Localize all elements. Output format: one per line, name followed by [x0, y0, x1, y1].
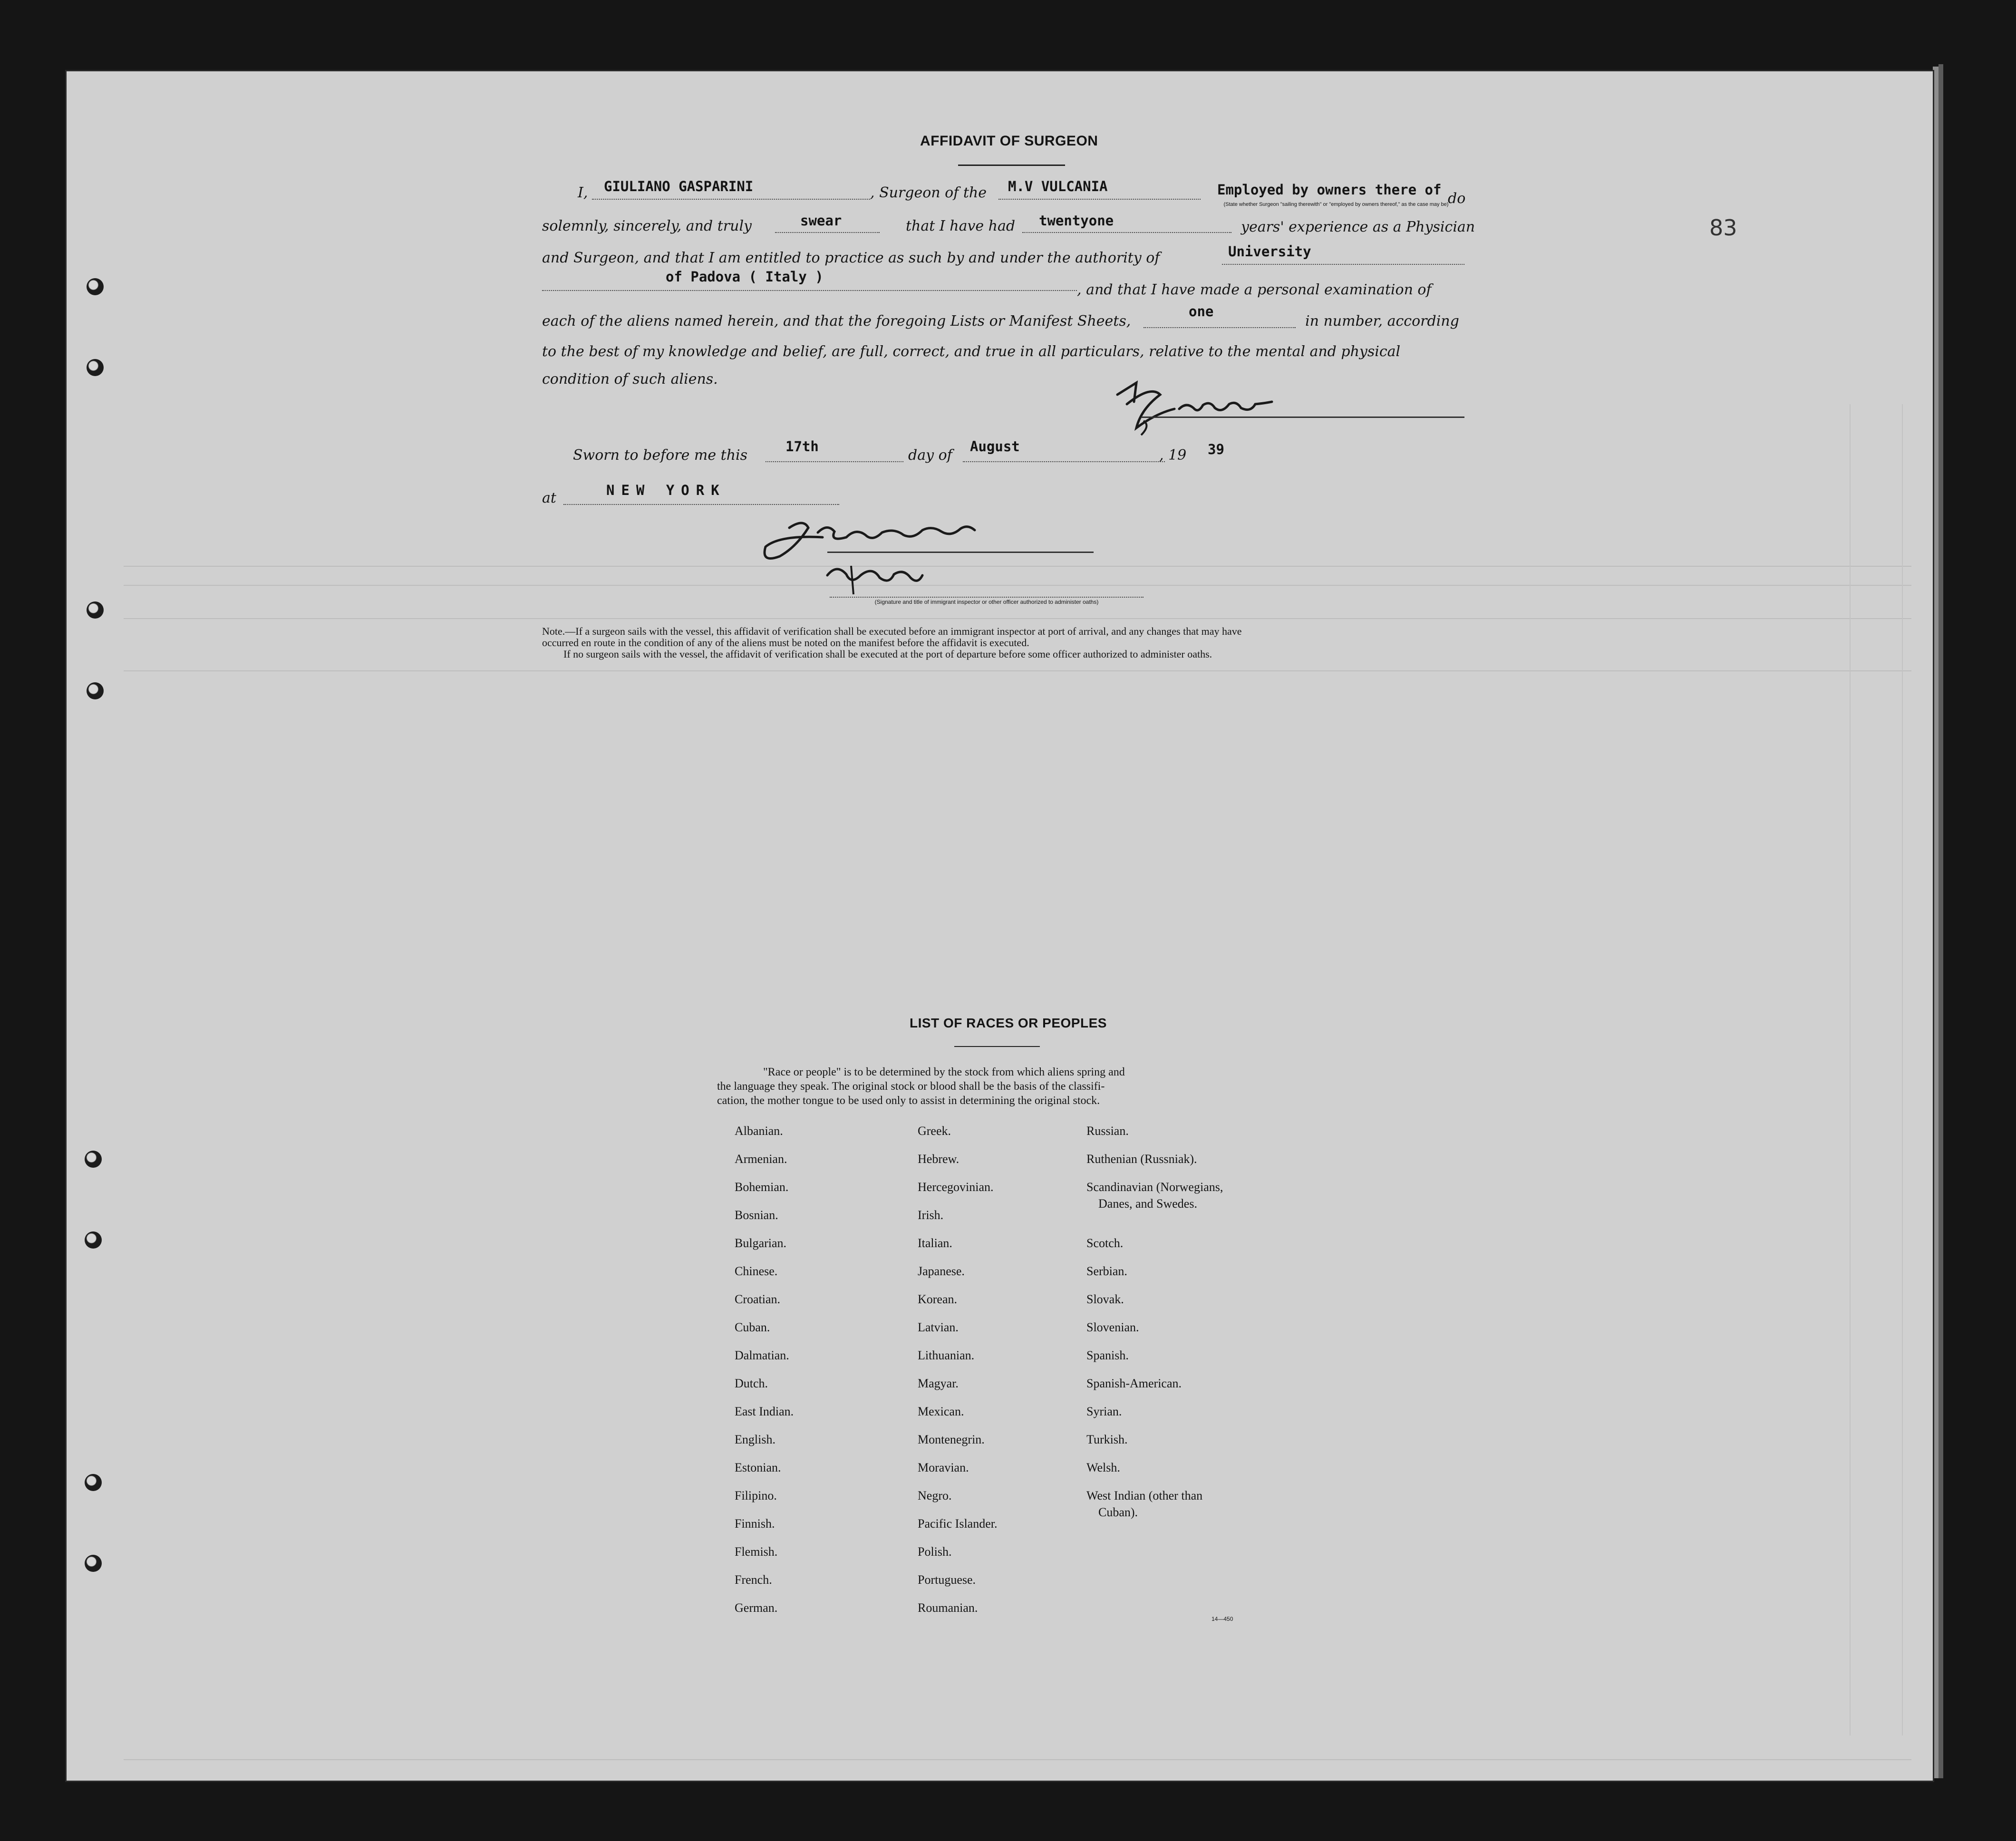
years-experience-value: twentyone [1039, 213, 1114, 229]
race-item: Montenegrin. [918, 1433, 985, 1446]
race-item: Syrian. [1086, 1405, 1122, 1418]
race-item: East Indian. [735, 1405, 794, 1418]
fill-line [1222, 264, 1464, 265]
race-item: Danes, and Swedes. [1098, 1197, 1197, 1211]
at-text: at [542, 490, 556, 506]
sworn-text: Sworn to before me this [573, 447, 748, 464]
fill-line [775, 232, 880, 233]
fill-line [592, 199, 870, 200]
race-item: Russian. [1086, 1124, 1129, 1138]
race-item: Greek. [918, 1124, 951, 1138]
each-alien-text: each of the aliens named herein, and that the foregoing Lists or Manifest Sheets, [542, 313, 1131, 329]
binder-hole [85, 1231, 102, 1249]
race-item: West Indian (other than [1086, 1489, 1203, 1502]
race-item: Chinese. [735, 1264, 778, 1278]
authority-line1: University [1228, 243, 1311, 260]
race-item: Italian. [918, 1236, 952, 1250]
authority-line2: of Padova ( Italy ) [666, 269, 824, 285]
race-item: Latvian. [918, 1320, 959, 1334]
race-item: Slovenian. [1086, 1320, 1139, 1334]
binder-hole [87, 601, 104, 619]
races-title: LIST OF RACES OR PEOPLES [910, 1016, 1107, 1030]
race-item: Japanese. [918, 1264, 965, 1278]
year-prefix: , 19 [1159, 447, 1187, 464]
sheet-edge [1938, 64, 1943, 1778]
that-i-have-had-text: that I have had [906, 218, 1016, 234]
personal-exam-text: , and that I have made a personal examination of [1077, 281, 1432, 298]
races-intro-line-2: the language they speak. The original stock or blood shall be the basis of the classifi- [717, 1080, 1105, 1093]
fill-line [963, 461, 1165, 462]
fill-line [766, 461, 903, 462]
fill-line [563, 504, 839, 505]
race-item: Filipino. [735, 1489, 777, 1502]
fill-line [998, 199, 1201, 200]
sworn-place: NEW YORK [606, 482, 726, 498]
do-text: do [1448, 190, 1466, 207]
fill-line [1022, 232, 1231, 233]
binder-hole [85, 1474, 102, 1491]
binder-hole [85, 1555, 102, 1572]
inspector-caption-line [830, 597, 1144, 598]
inspector-signature-line [827, 552, 1094, 553]
race-item: Dalmatian. [735, 1348, 789, 1362]
surgeon-of-text: , Surgeon of the [870, 184, 987, 201]
note-line-1: Note.—If a surgeon sails with the vessel, this affidavit of verification shall be executed before an immigrant inspector at port of arrival, and any changes that may have [542, 625, 1242, 637]
race-item: Cuban. [735, 1320, 770, 1334]
bleed-rule [1850, 404, 1851, 1735]
note-line-2: occurred en route in the condition of any of the aliens must be noted on the manifest before the affidavit is executed. [542, 637, 1029, 649]
surgeon-signature [1108, 376, 1469, 442]
race-item: Albanian. [735, 1124, 783, 1138]
sworn-day: 17th [785, 438, 819, 455]
binder-hole [87, 682, 104, 699]
bleed-rule [124, 618, 1911, 619]
race-item: Bohemian. [735, 1180, 789, 1194]
employment-hint: (State whether Surgeon "sailing therewith" or "employed by owners thereof," as the case may be) [1223, 202, 1449, 207]
race-item: Cuban). [1098, 1505, 1138, 1519]
race-item: German. [735, 1601, 778, 1615]
title-rule [954, 1046, 1040, 1047]
sworn-month: August [970, 438, 1020, 455]
employment-status: Employed by owners there of [1217, 182, 1442, 198]
race-item: Negro. [918, 1489, 952, 1502]
note-line-3: If no surgeon sails with the vessel, the affidavit of verification shall be executed at the port of departure before some officer authorized to administer oaths. [563, 648, 1212, 660]
years-experience-text: years' experience as a Physician [1241, 219, 1475, 235]
and-surgeon-text: and Surgeon, and that I am entitled to practice as such by and under the authority of [542, 250, 1160, 266]
race-item: Roumanian. [918, 1601, 978, 1615]
race-item: Dutch. [735, 1376, 768, 1390]
race-item: Turkish. [1086, 1433, 1128, 1446]
fill-line [542, 290, 1077, 291]
race-item: Bulgarian. [735, 1236, 787, 1250]
race-item: Korean. [918, 1292, 958, 1306]
form-code: 14—450 [1212, 1616, 1233, 1622]
race-item: Spanish. [1086, 1348, 1129, 1362]
fill-line [1144, 327, 1296, 328]
day-of-text: day of [908, 447, 952, 464]
race-item: Scandinavian (Norwegians, [1086, 1180, 1223, 1194]
race-item: Magyar. [918, 1376, 959, 1390]
race-item: Slovak. [1086, 1292, 1124, 1306]
title-rule [958, 165, 1065, 166]
signature-line [1141, 417, 1464, 418]
binder-hole [85, 1151, 102, 1168]
binder-hole [87, 278, 104, 295]
race-item: Irish. [918, 1208, 944, 1222]
race-item: Lithuanian. [918, 1348, 975, 1362]
race-item: Hercegovinian. [918, 1180, 994, 1194]
race-item: Scotch. [1086, 1236, 1124, 1250]
race-item: Croatian. [735, 1292, 781, 1306]
race-item: Mexican. [918, 1405, 964, 1418]
page-number: 83 [1709, 215, 1737, 241]
bleed-rule [124, 670, 1911, 671]
affidavit-title: AFFIDAVIT OF SURGEON [920, 133, 1098, 149]
race-item: Serbian. [1086, 1264, 1127, 1278]
race-item: Estonian. [735, 1461, 781, 1474]
sheet-edge [1933, 67, 1938, 1778]
race-item: Finnish. [735, 1517, 775, 1531]
race-item: Armenian. [735, 1152, 787, 1166]
races-intro-line-1: "Race or people" is to be determined by the stock from which aliens spring and [763, 1066, 1125, 1078]
race-item: Moravian. [918, 1461, 969, 1474]
surgeon-name: GIULIANO GASPARINI [604, 178, 754, 194]
inspector-signature [751, 518, 1103, 599]
race-item: Hebrew. [918, 1152, 960, 1166]
race-item: Bosnian. [735, 1208, 778, 1222]
affidavit-i: I, [578, 184, 588, 201]
race-item: Flemish. [735, 1545, 778, 1559]
race-item: Ruthenian (Russniak). [1086, 1152, 1197, 1166]
inspector-signature-caption: (Signature and title of immigrant inspector or other officer authorized to administer oaths) [874, 599, 1099, 605]
bleed-rule [124, 1759, 1911, 1760]
race-item: Pacific Islander. [918, 1517, 998, 1531]
bleed-rule [1902, 404, 1903, 1735]
best-knowledge-text: to the best of my knowledge and belief, are full, correct, and true in all particulars, relative to the mental and physical [542, 343, 1401, 360]
binder-hole [87, 359, 104, 376]
race-item: Portuguese. [918, 1573, 976, 1587]
race-item: Welsh. [1086, 1461, 1120, 1474]
race-item: Spanish-American. [1086, 1376, 1182, 1390]
in-number-text: in number, according [1305, 313, 1459, 329]
condition-text: condition of such aliens. [542, 371, 718, 388]
oath-type: swear [800, 213, 842, 229]
solemnly-text: solemnly, sincerely, and truly [542, 218, 752, 234]
races-intro-line-3: cation, the mother tongue to be used only to assist in determining the original stock. [717, 1095, 1100, 1107]
sheets-count: one [1189, 303, 1214, 320]
race-item: English. [735, 1433, 775, 1446]
sworn-year: 39 [1208, 441, 1224, 457]
race-item: Polish. [918, 1545, 952, 1559]
vessel-name: M.V VULCANIA [1008, 178, 1108, 194]
race-item: French. [735, 1573, 772, 1587]
